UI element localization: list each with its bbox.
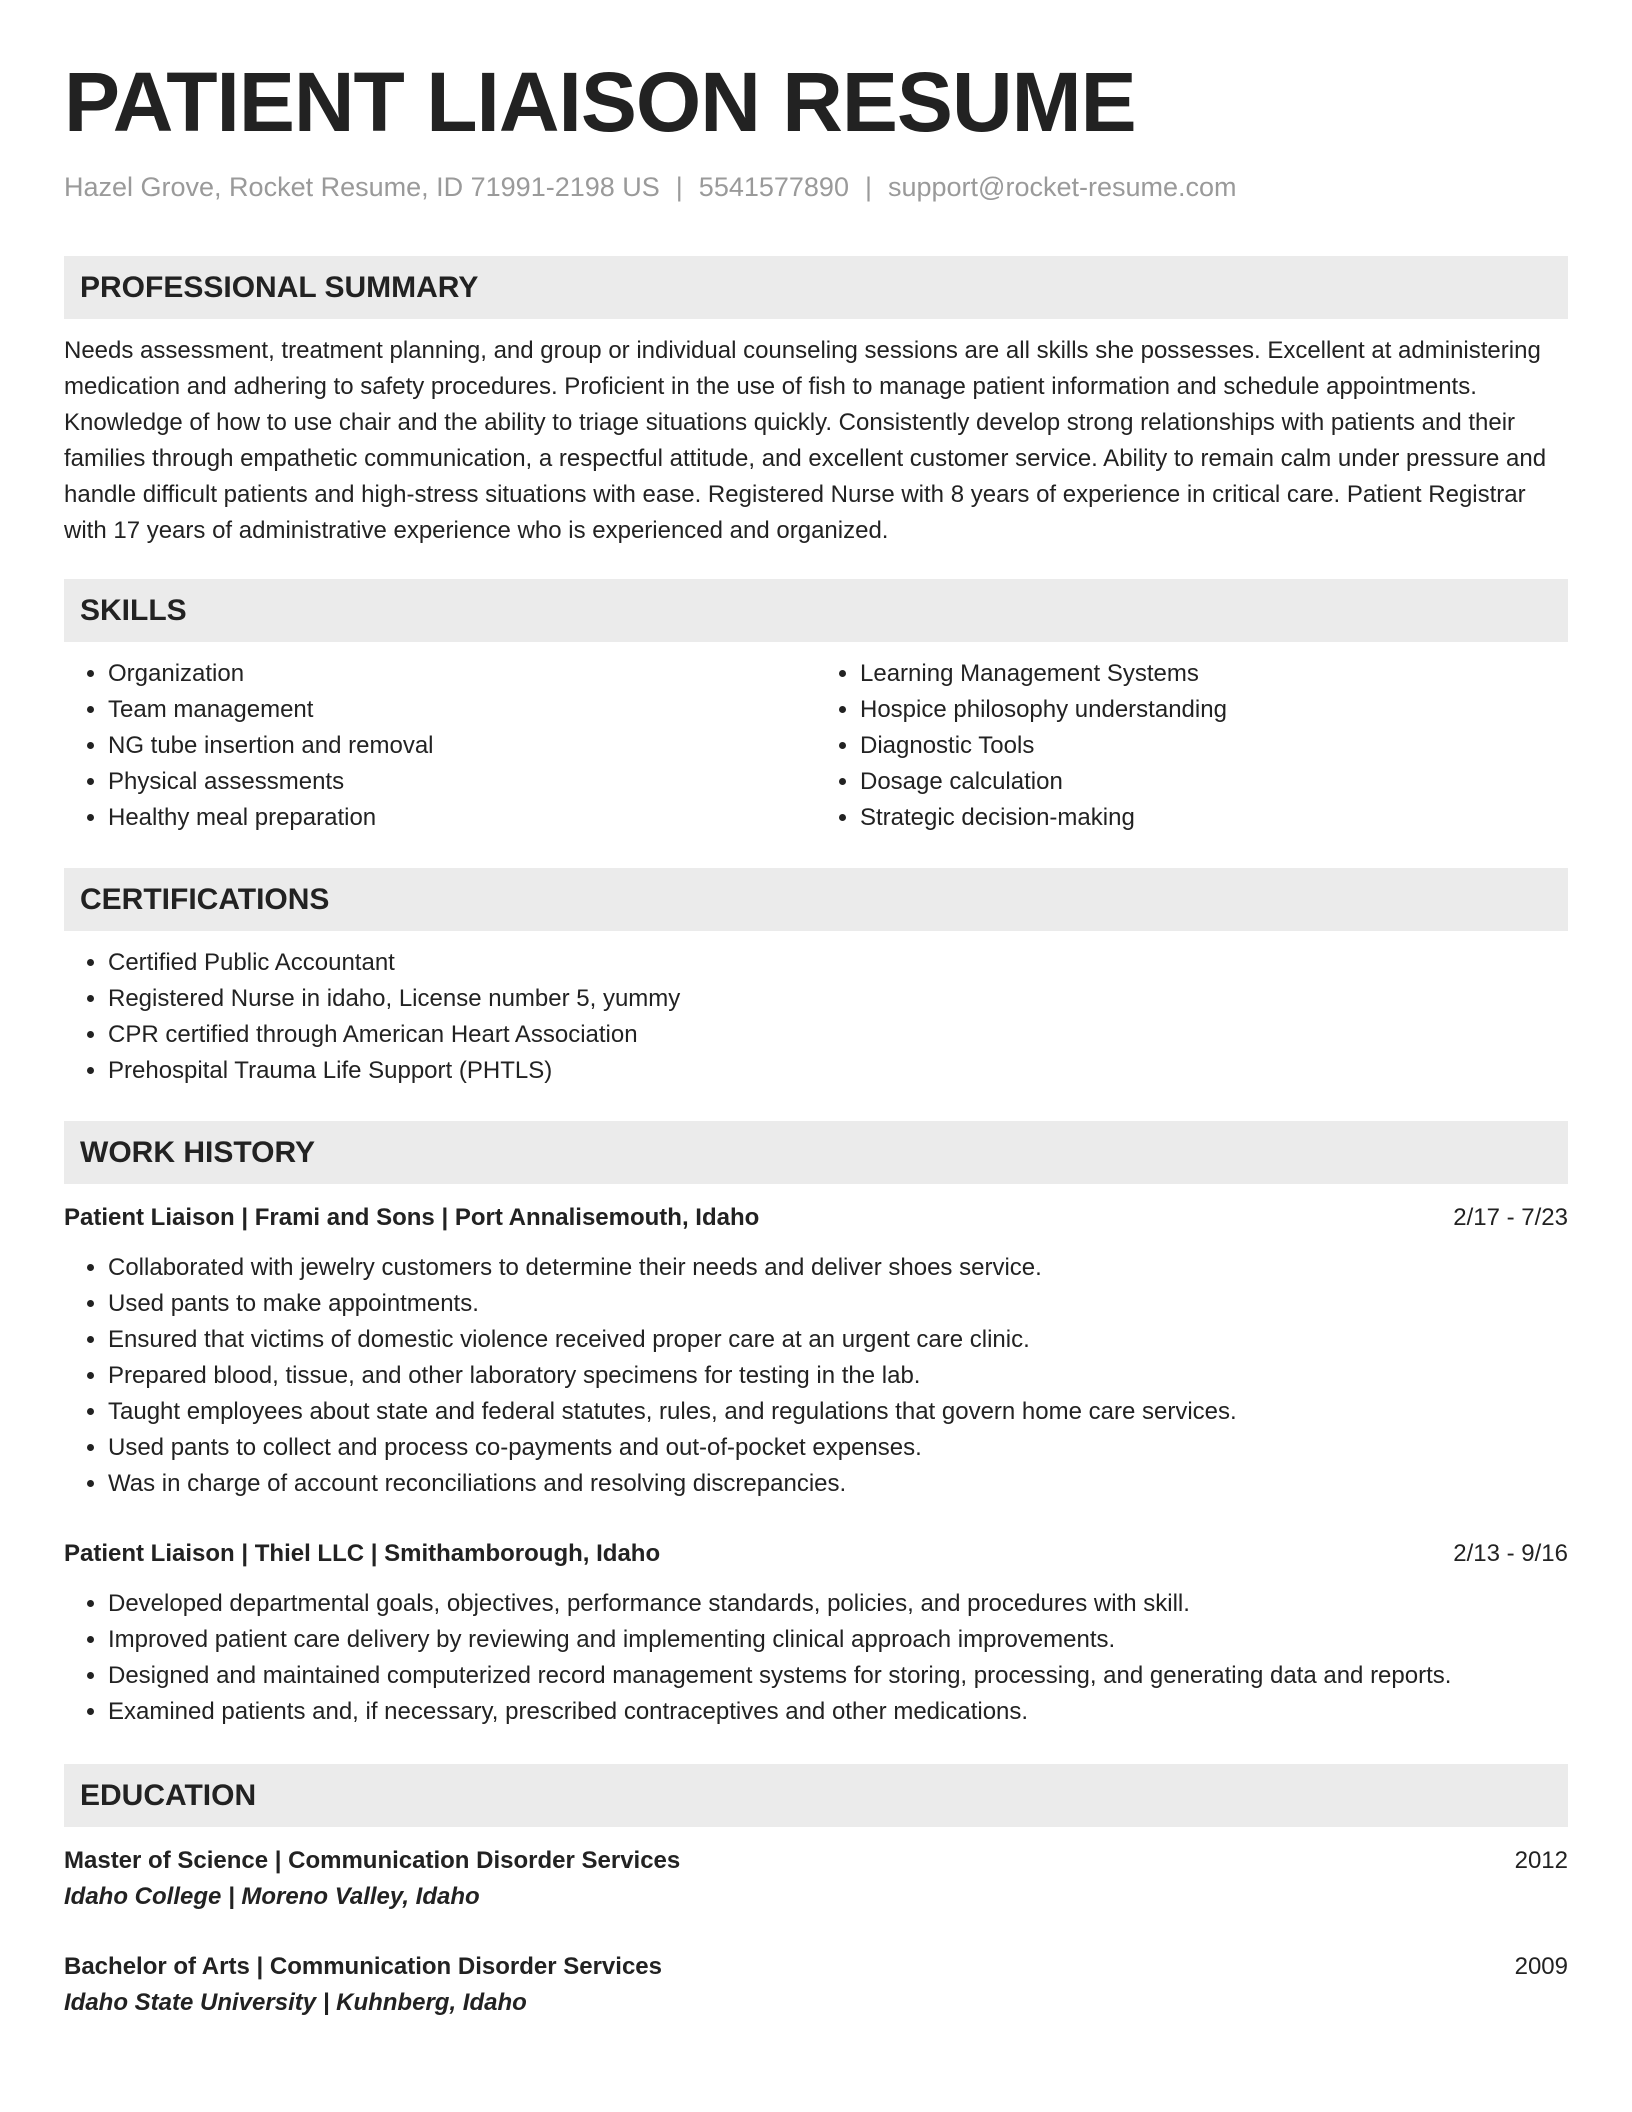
skills-column-right <box>816 656 1568 836</box>
job-bullet: • Taught employees about state and federal statutes, rules, and regulations that govern home care services. <box>108 1394 1568 1430</box>
skill-item: • Diagnostic Tools <box>860 728 1568 764</box>
education-entry <box>64 1843 1568 1915</box>
contact-separator: | <box>675 172 683 202</box>
skill-item: • Team management <box>108 692 816 728</box>
education-entry <box>64 1949 1568 2021</box>
job-bullets <box>64 1586 1568 1730</box>
skill-item: • Learning Management Systems <box>860 656 1568 692</box>
education-year: 2012 <box>1514 1847 1568 1874</box>
job-bullet: • Examined patients and, if necessary, prescribed contraceptives and other medications. <box>108 1694 1568 1730</box>
contact-line <box>64 170 1568 204</box>
contact-phone: 5541577890 <box>698 172 849 202</box>
job-bullet: • Prepared blood, tissue, and other laboratory specimens for testing in the lab. <box>108 1358 1568 1394</box>
skill-item: • Organization <box>108 656 816 692</box>
job-title: Patient Liaison | Frami and Sons | Port Annalisemouth, Idaho <box>64 1204 760 1231</box>
education-heading: EDUCATION <box>64 1764 1568 1827</box>
skills-column-left <box>64 656 816 836</box>
job-bullet: • Designed and maintained computerized record management systems for storing, processing, and generating data and reports. <box>108 1658 1568 1694</box>
education-year: 2009 <box>1514 1953 1568 1980</box>
education-school: Idaho College | Moreno Valley, Idaho <box>64 1883 480 1910</box>
skill-item: • Hospice philosophy understanding <box>860 692 1568 728</box>
education-header <box>64 1949 1568 1985</box>
job-bullets <box>64 1250 1568 1502</box>
job-title: Patient Liaison | Thiel LLC | Smithamborough, Idaho <box>64 1540 661 1567</box>
resume-title: PATIENT LIAISON RESUME <box>64 55 1136 149</box>
certifications-heading: CERTIFICATIONS <box>64 868 1568 931</box>
certification-item: • Certified Public Accountant <box>108 945 1568 981</box>
job-bullet: • Used pants to make appointments. <box>108 1286 1568 1322</box>
work-history-heading: WORK HISTORY <box>64 1121 1568 1184</box>
education-school: Idaho State University | Kuhnberg, Idaho <box>64 1989 527 2016</box>
education-degree: Master of Science | Communication Disorder Services <box>64 1847 681 1874</box>
job-bullet: • Collaborated with jewelry customers to determine their needs and deliver shoes service. <box>108 1250 1568 1286</box>
certification-item: • CPR certified through American Heart Association <box>108 1017 1568 1053</box>
certifications-list <box>64 945 1568 1089</box>
contact-separator: | <box>864 172 872 202</box>
skills-list <box>64 656 1568 836</box>
job-dates: 2/17 - 7/23 <box>1453 1204 1568 1231</box>
certification-item: • Prehospital Trauma Life Support (PHTLS) <box>108 1053 1568 1089</box>
education-header <box>64 1843 1568 1879</box>
certification-item: • Registered Nurse in idaho, License number 5, yummy <box>108 981 1568 1017</box>
skill-item: • Dosage calculation <box>860 764 1568 800</box>
skills-heading: SKILLS <box>64 579 1568 642</box>
job-bullet: • Used pants to collect and process co-payments and out-of-pocket expenses. <box>108 1430 1568 1466</box>
education-degree: Bachelor of Arts | Communication Disorder Services <box>64 1953 662 1980</box>
job-header <box>64 1200 1568 1236</box>
contact-address: Hazel Grove, Rocket Resume, ID 71991-2198 US <box>64 172 660 202</box>
job-bullet: • Developed departmental goals, objectives, performance standards, policies, and procedures with skill. <box>108 1586 1568 1622</box>
summary-heading: PROFESSIONAL SUMMARY <box>64 256 1568 319</box>
summary-text: Needs assessment, treatment planning, and group or individual counseling sessions are all skills she possesses. Excellent at administering medication and adhering to safety procedures. Proficient in the use of fish to manage patient information and schedule appointments. Knowledge of how to use chair and the ability to triage situations quickly. Consistently develop strong relationships with patients and their families through empathetic communication, a respectful attitude, and excellent customer service. Ability to remain calm under pressure and handle difficult patients and high-stress situations with ease. Registered Nurse with 8 years of experience in critical care. Patient Registrar with 17 years of administrative experience who is experienced and organized. <box>64 337 1547 544</box>
skill-item: • NG tube insertion and removal <box>108 728 816 764</box>
job-header <box>64 1536 1568 1572</box>
skill-item: • Strategic decision-making <box>860 800 1568 836</box>
job-entry <box>64 1536 1568 1730</box>
job-bullet: • Ensured that victims of domestic violence received proper care at an urgent care clinic. <box>108 1322 1568 1358</box>
job-bullet: • Improved patient care delivery by reviewing and implementing clinical approach improvements. <box>108 1622 1568 1658</box>
skill-item: • Physical assessments <box>108 764 816 800</box>
contact-email: support@rocket-resume.com <box>887 172 1237 202</box>
skill-item: • Healthy meal preparation <box>108 800 816 836</box>
job-bullet: • Was in charge of account reconciliations and resolving discrepancies. <box>108 1466 1568 1502</box>
job-dates: 2/13 - 9/16 <box>1453 1540 1568 1567</box>
job-entry <box>64 1200 1568 1502</box>
